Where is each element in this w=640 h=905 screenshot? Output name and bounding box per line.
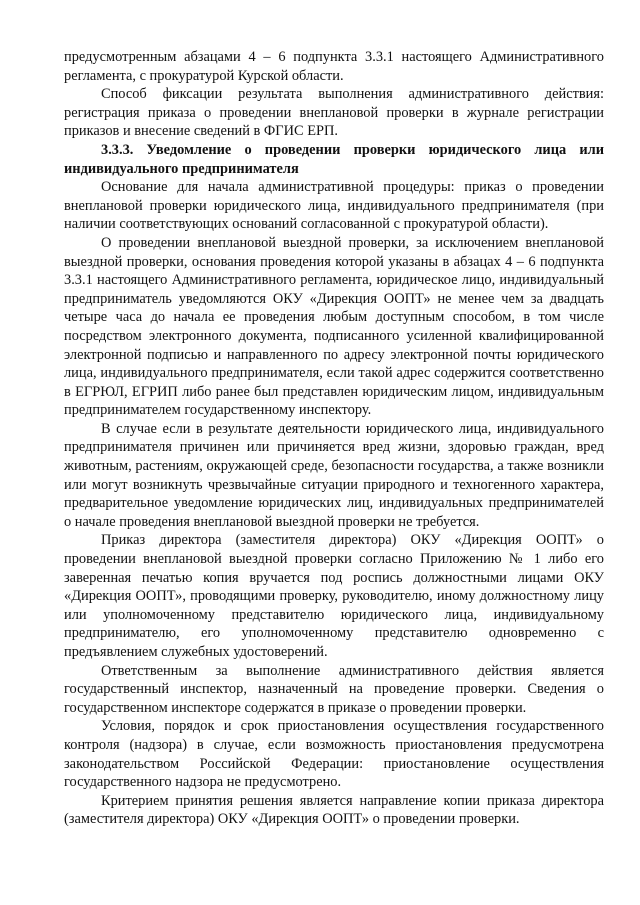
paragraph-responsible-person: Ответственным за выполнение административного действия является государственный инспектор, назначенный на проведение проверки. Сведения о государственном инспекторе содержатся в приказе о проведении проверки. — [64, 662, 604, 716]
paragraph-continuation: предусмотренным абзацами 4 – 6 подпункта 3.3.1 настоящего Административного регламента, с прокуратурой Курской области. — [64, 49, 604, 84]
paragraph-no-notice-needed: В случае если в результате деятельности юридического лица, индивидуального предпринимателя причинен или причиняется вред жизни, здоровью граждан, вред животным, растениям, окружающей среде, безопасности государства, а также возникли или могут возникнуть чрезвычайные ситуации природного и техногенного характера, предварительное уведомление юридических лиц, индивидуальных предпринимателей о начале проведения внеплановой выездной проверки не требуется. — [64, 420, 604, 530]
paragraph-result-fixation: Способ фиксации результата выполнения административного действия: регистрация приказа о проведении внеплановой проверки в журнале регистрации приказов и внесение сведений в ФГИС ЕРП. — [64, 86, 604, 140]
section-heading-3-3-3: 3.3.3. Уведомление о проведении проверки юридического лица или индивидуального предпринимателя — [64, 141, 604, 177]
paragraph-decision-criterion: Критерием принятия решения является направление копии приказа директора (заместителя директора) ОКУ «Дирекция ООПТ» о проведении проверки. — [64, 792, 604, 828]
document-page — [64, 48, 604, 829]
paragraph-order-delivery: Приказ директора (заместителя директора) ОКУ «Дирекция ООПТ» о проведении внеплановой выездной проверки согласно Приложению № 1 либо его заверенная печатью копия вручается под роспись должностными лицами ОКУ «Дирекция ООПТ», проводящими проверку, руководителю, иному должностному лицу или уполномоченному представителю юридического лица, индивидуальному предпринимателю, его уполномоченному представителю одновременно с предъявлением служебных удостоверений. — [64, 532, 604, 660]
paragraph-procedure-basis: Основание для начала административной процедуры: приказ о проведении внеплановой проверки юридического лица, индивидуального предпринимателя (при наличии соответствующих оснований согласованной с прокуратурой области). — [64, 179, 604, 233]
paragraph-notification-rules: О проведении внеплановой выездной проверки, за исключением внеплановой выездной проверки, основания проведения которой указаны в абзацах 4 – 6 подпункта 3.3.1 настоящего Административного регламента, юридическое лицо, индивидуальный предприниматель уведомляются ОКУ «Дирекция ООПТ» не менее чем за двадцать четыре часа до начала ее проведения любым доступным способом, в том числе посредством электронного документа, подписанного усиленной квалифицированной электронной подписью и направленного по адресу электронной почты юридического лица, индивидуального предпринимателя, если такой адрес содержится соответственно в ЕГРЮЛ, ЕГРИП либо ранее был представлен юридическим лицом, индивидуальным предпринимателем государственному инспектору. — [64, 234, 604, 419]
paragraph-suspension-conditions: Условия, порядок и срок приостановления осуществления государственного контроля (надзора) в случае, если возможность приостановления предусмотрена законодательством Российской Федерации: приостановление осуществления государственного надзора не предусмотрено. — [64, 718, 604, 791]
